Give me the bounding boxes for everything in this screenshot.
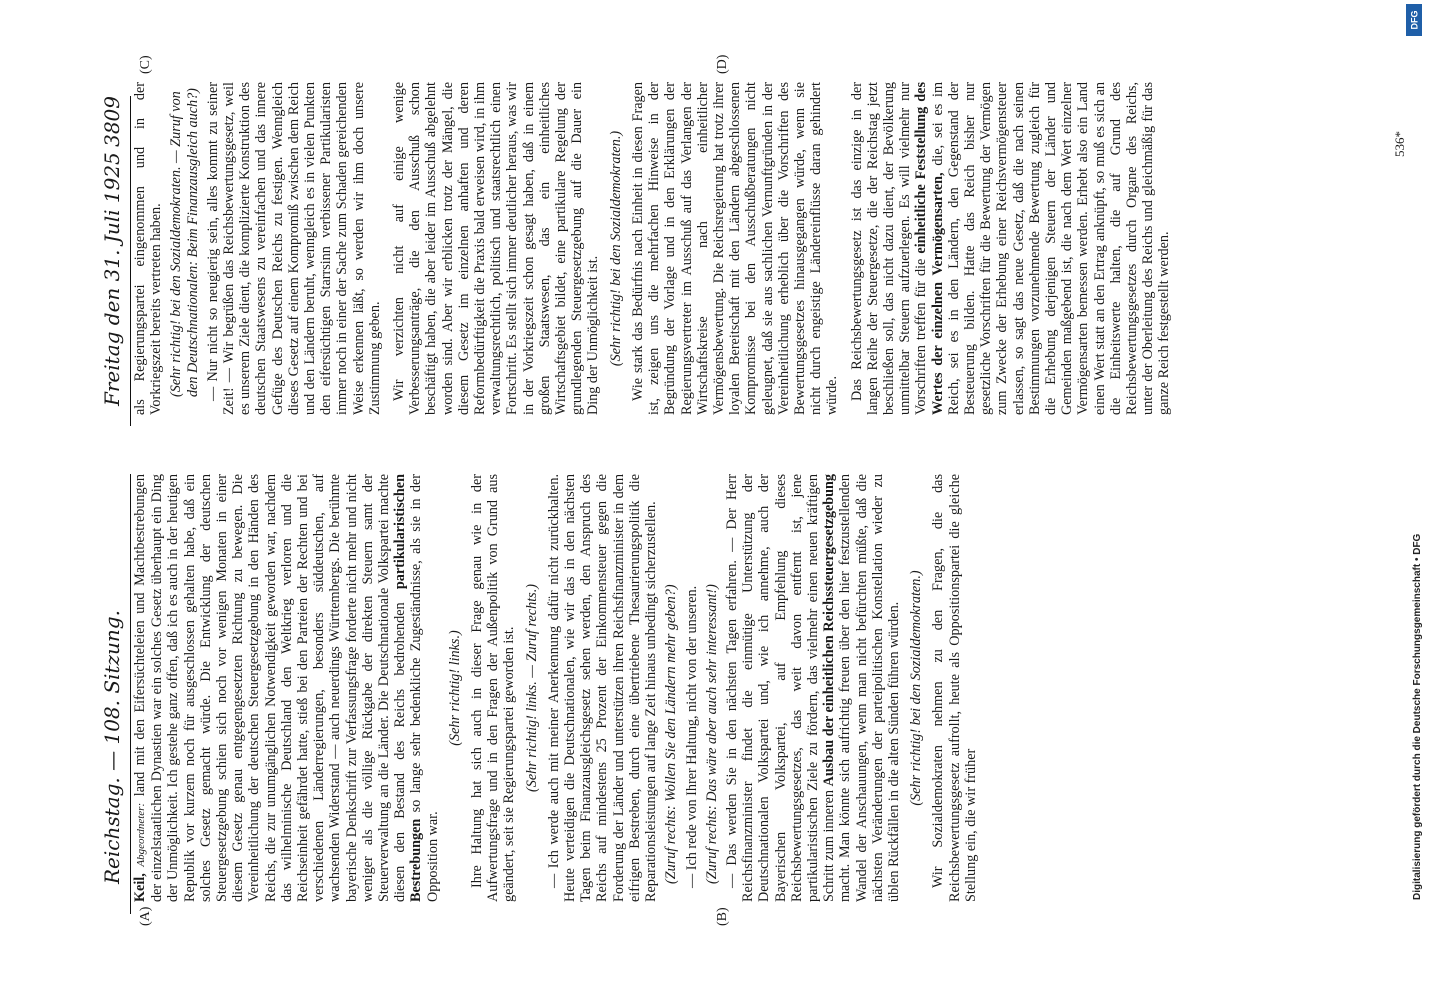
left-paragraph-6: Wir Sozialdemokraten nehmen zu den Fragen, die das Reichsbewertungsgesetz aufrollt, heute als Oppositionspartei die gleiche Stellung ein, die wir früher: [930, 474, 979, 902]
header-title-left: Reichstag. — 108. Sitzung.: [100, 610, 124, 884]
left-paragraph-2: Ihre Haltung hat sich auch in dieser Frage genau wie in der Aufwertungsfrage und in den Fragen der Außenpolitik von Grund aus geändert, seit sie Regierungspartei geworden ist.: [469, 474, 518, 902]
bold-phrase: Ausbau der einheitlichen Reichssteuergesetzgebung: [821, 473, 838, 787]
margin-marker-d: (D): [715, 54, 730, 74]
right-paragraph-4: Wie stark das Bedürfnis nach Einheit in diesen Fragen ist, zeigen uns die mehrfachen Hinweise in der Begründung der Vorlage und in den Erklärungen der Regierungsvertreter im Ausschuß auf das Verlangen der Wirtschaftskreise nach einheitlicher Vermögensbewertung. Die Reichsregierung hat trotz ihrer loyalen Bereitschaft mit den Ländern abgeschlossenen Kompromisse bei den Ausschußberatungen nicht geleugnet, daß sie aus sachlichen Vernunftgründen in der Vereinheitlichung erheblich über die Vorschriften des Bewertungsgesetzes hinausgegangen würde, wenn sie nicht durch engeistige Ländereinflüsse daran gehindert würde.: [629, 82, 841, 415]
interjection: (Sehr richtig! links. — Zuruf rechts.): [523, 584, 540, 792]
bold-phrase: einheitliche Feststellung des Wertes der einzelnen Vermögensarten,: [913, 81, 946, 415]
interjection: (Zuruf rechts: Das wäre aber auch sehr interessant!): [703, 584, 720, 884]
right-paragraph-3: Wir verzichten nicht auf einige wenige Verbesserungsanträge, die den Ausschuß schon beschäftigt haben, die aber leider im Ausschuß abgelehnt worden sind. Aber wir erblicken trotz der Mängel, die diesem Gesetz im einzelnen anhaften und deren Reformbedürftigkeit die Praxis bald erweisen wird, in ihm verwaltungsrechtlich, politisch und staatsrechtlich einen Fortschritt. Es stellt sich immer deutlicher heraus, was wir in der Vorkriegszeit schon gesagt haben, daß in einem großen Staatswesen, das ein einheitliches Wirtschaftsgebiet bildet, eine partikulare Regelung der grundlegenden Steuergesetzgebung auf die Dauer ein Ding der Unmöglichkeit ist.: [391, 82, 602, 415]
dfg-logo: DFG: [1406, 4, 1422, 36]
page-number: 3809: [100, 96, 124, 147]
speaker-note: Abgeordneter:: [135, 802, 147, 867]
interjection: (Zuruf rechts: Wollen Sie den Ländern mehr geben?): [663, 584, 680, 884]
margin-marker-c: (C): [138, 55, 153, 74]
margin-marker-b: (B): [715, 907, 730, 926]
interjection: (Sehr richtig! bei den Sozialdemokraten. — Zuruf von den Deutschnationalen: Beim Finanzausgleich auch?): [168, 88, 201, 397]
interjection: (Sehr richtig! links.): [446, 630, 463, 746]
right-column: [132, 82, 1173, 415]
left-paragraph-1: Keil, Abgeordneter: land mit den Eifersüchteleien und Machtbestrebungen der einzelstaatlichen Dynastien war ein solches Gesetz überhaupt ein Ding der Unmöglichkeit. Ich gestehe ganz offen, daß ich es auch in der heutigen Republik vor kurzem noch für ausgeschlossen gehalten habe, daß ein solches Gesetz gemacht würde. Die Entwicklung der deutschen Steuergesetzgebung schien sich noch vor wenigen Monaten in einer diesem Gesetz genau entgegengesetzten Richtung zu bewegen. Die Vereinheitlichung der deutschen Steuergesetzgebung in den Händen des Reichs, die zur unumgänglichen Notwendigkeit geworden war, nachdem das wilhelminische Deutschland den Weltkrieg verloren und die Reichseinheit gefährdet hatte, stieß bei den Parteien der Rechten und bei verschiedenen Länderregierungen, besonders süddeutschen, auf wachsenden Widerstand — auch neuerdings Württembergs. Die berühmte bayerische Denkschrift zur Verfassungsfrage forderte nicht mehr und nicht weniger als die völlige Rückgabe der direkten Steuern samt der Steuerverwaltung an die Länder. Die Deutschnationale Volkspartei machte diesen den Bestand des Reichs bedrohenden partikularistischen Bestrebungen so lange sehr bedenkliche Zugeständnisse, als sie in der Opposition war.: [132, 473, 441, 902]
speaker-name: Keil,: [132, 873, 148, 902]
interjection: (Sehr richtig! bei den Sozialdemokraten.): [908, 570, 925, 806]
left-paragraph-3: — Ich werde auch mit meiner Anerkennung dafür nicht zurückhalten. Heute verteidigen die Deutschnationalen, wie wir das in den nächsten Tagen beim Finanzausgleichsgesetz sehen werden, den Anspruch des Reichs auf mindestens 25 Prozent der Einkommensteuer gegen die Forderung der Länder und unterstützen ihren Reichsfinanzminister in dem eifrigen Bestreben, durch eine übertriebene Thesaurierungspolitik die Reparationsleistungen auf lange Zeit hinaus unbedingt sicherzustellen.: [545, 474, 660, 902]
margin-marker-a: (A): [138, 906, 153, 926]
signature-mark: 536*: [1392, 131, 1407, 157]
header-title-right: Freitag den 31. Juli 1925: [100, 152, 124, 406]
right-paragraph-5: Das Reichsbewertungsgesetz ist das einzige in der langen Reihe der Steuergesetze, die der Reichstag jetzt beschließen soll, das nicht dazu dient, der Bevölkerung unmittelbar Steuern aufzuerlegen. Es will vielmehr nur Vorschriften treffen für die einheitliche Feststellung des Wertes der einzelnen Vermögensarten, die, sei es im Reich, sei es in den Ländern, den Gegenstand der Besteuerung bilden. Hatte das Reich bisher nur gesetzliche Vorschriften für die Bewertung der Vermögen zum Zwecke der Erhebung einer Reichsvermögensteuer erlassen, so sagt das neue Gesetz, daß die nach seinen Bestimmungen vorzunehmende Bewertung zugleich für die Erhebung derjenigen Steuern der Länder und Gemeinden maßgebend ist, die nach dem Wert einzelner Vermögensarten bemessen werden. Erhebt also ein Land einen Wert statt an den Ertrag anknüpft, so muß es sich an die Einheitswerte halten, die auf Grund des Reichsbewertungsgesetzes durch Organe des Reichs, unter der Oberleitung des Reichs und gleichmäßig für das ganze Reich festgestellt werden.: [848, 81, 1173, 415]
digitization-credit: Digitalisierung gefördert durch die Deutsche Forschungsgemeinschaft • DFG: [1412, 533, 1423, 900]
interjection: (Sehr richtig! bei den Sozialdemokraten.): [607, 130, 624, 367]
left-paragraph-5: — Das werden Sie in den nächsten Tagen erfahren. — Der Herr Reichsfinanzminister findet die einmütige Unterstützung der Deutschnationalen Volkspartei und, wie ich annehme, auch der Bayerischen Volkspartei, auf Empfehlung dieses Reichsbewertungsgesetzes, das weit davon entfernt ist, jene partikularistischen Ziele zu fördern, das vielmehr einen neuen kräftigen Schritt zum inneren Ausbau der einheitlichen Reichssteuergesetzgebung macht. Man könnte sich aufrichtig freuen über den hier festzustellenden Wandel der Anschauungen, wenn man nicht befürchten müßte, daß die nächsten Veränderungen der parteipolitischen Konstellation wieder zu üblen Rückfällen in die alten Sünden führen würden.: [723, 473, 902, 902]
left-column: [132, 474, 979, 902]
right-paragraph-2: — Nur nicht so neugierig sein, alles kommt zu seiner Zeit! — Wir begrüßen das Reichsbewertungsgesetz, weil es unserem Ziele dient, die komplizierte Konstruktion des deutschen Staatswesens zu vereinfachen und das innere Gefüge des Deutschen Reichs zu festigen. Wenngleich dieses Gesetz auf einem Kompromiß zwischen dem Reich und den Ländern beruht, wenngleich es in vielen Punkten den eifersüchtigen Starrsinn verbissener Partikularisten immer noch in einer der Sache zum Schaden gereichenden Weise erkennen läßt, so werden wir ihm doch unsere Zustimmung geben.: [204, 82, 383, 415]
left-paragraph-4: — Ich rede von Ihrer Haltung, nicht von der unseren.: [683, 585, 700, 888]
page-header-left: [86, 474, 131, 914]
right-paragraph-1: als Regierungspartei eingenommen und in der Vorkriegszeit bereits vertreten haben.: [132, 82, 165, 415]
page-header-right: [86, 96, 131, 426]
bold-phrase: partikularistischen Bestrebungen: [392, 474, 425, 902]
